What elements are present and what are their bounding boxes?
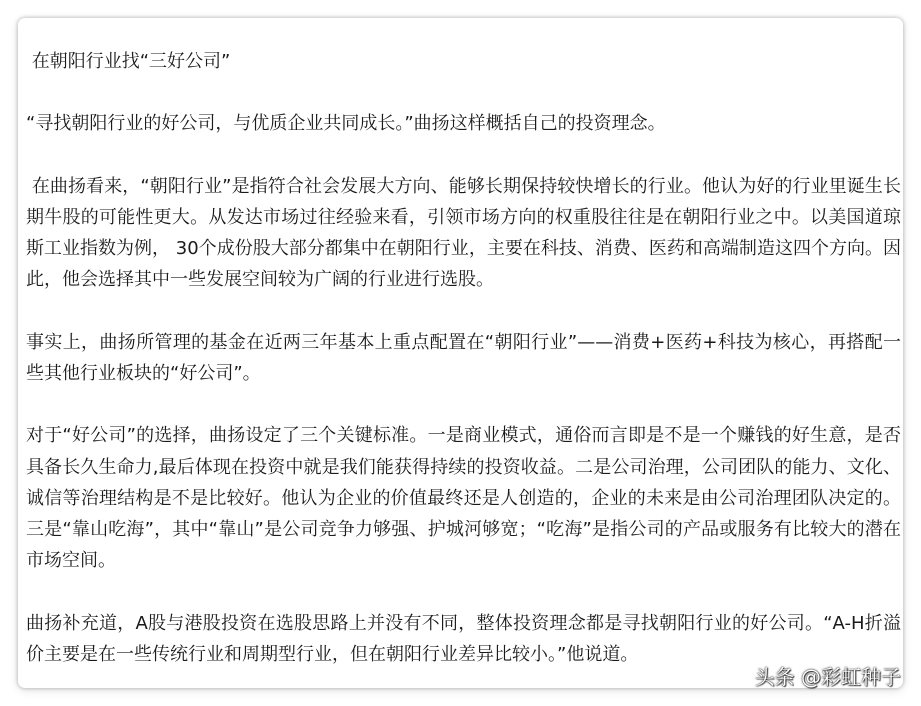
paragraph-criteria: 对于“好公司”的选择，曲扬设定了三个关键标准。一是商业模式，通俗而言即是不是一个赚钱的好生意，是否具备长久生命力,最后体现在投资中就是我们能获得持续的投资收益。二是公司治理，公司团队的能力、文化、诚信等治理结构是不是比较好。他认为企业的价值最终还是人创造的，企业的未来是由公司治理团队决定的。三是“靠山吃海”，其中“靠山”是公司竞争力够强、护城河够宽；“吃海”是指公司的产品或服务有比较大的潜在市场空间。: [26, 425, 901, 572]
paragraph-conclusion: 曲扬补充道，A股与港股投资在选股思路上并没有不同，整体投资理念都是寻找朝阳行业的好公司。“A-H折溢价主要是在一些传统行业和周期型行业，但在朝阳行业差异比较小。”他说道。: [26, 612, 901, 665]
paragraph-definition: 在曲扬看来，“朝阳行业”是指符合社会发展大方向、能够长期保持较快增长的行业。他认为好的行业里诞生长期牛股的可能性更大。从发达市场过往经验来看，引领市场方向的权重股往往是在朝阳行业之中。以美国道琼斯工业指数为例， 30个成份股大部分都集中在朝阳行业，主要在科技、消费、医药和高端制造这四个方向。因此，他会选择其中一些发展空间较为广阔的行业进行选股。: [26, 175, 901, 291]
paragraph-quote: “寻找朝阳行业的好公司，与优质企业共同成长。”曲扬这样概括自己的投资理念。: [26, 113, 666, 135]
watermark-text: 头条 @彩虹种子: [754, 665, 901, 689]
watermark: [755, 661, 901, 690]
article-heading: 在朝阳行业找“三好公司”: [26, 51, 231, 72]
article-card: [18, 18, 903, 688]
paragraph-allocation: 事实上，曲扬所管理的基金在近两三年基本上重点配置在“朝阳行业”——消费+医药+科技为核心，再搭配一些其他行业板块的“好公司”。: [26, 331, 901, 384]
article-body: [26, 46, 901, 688]
